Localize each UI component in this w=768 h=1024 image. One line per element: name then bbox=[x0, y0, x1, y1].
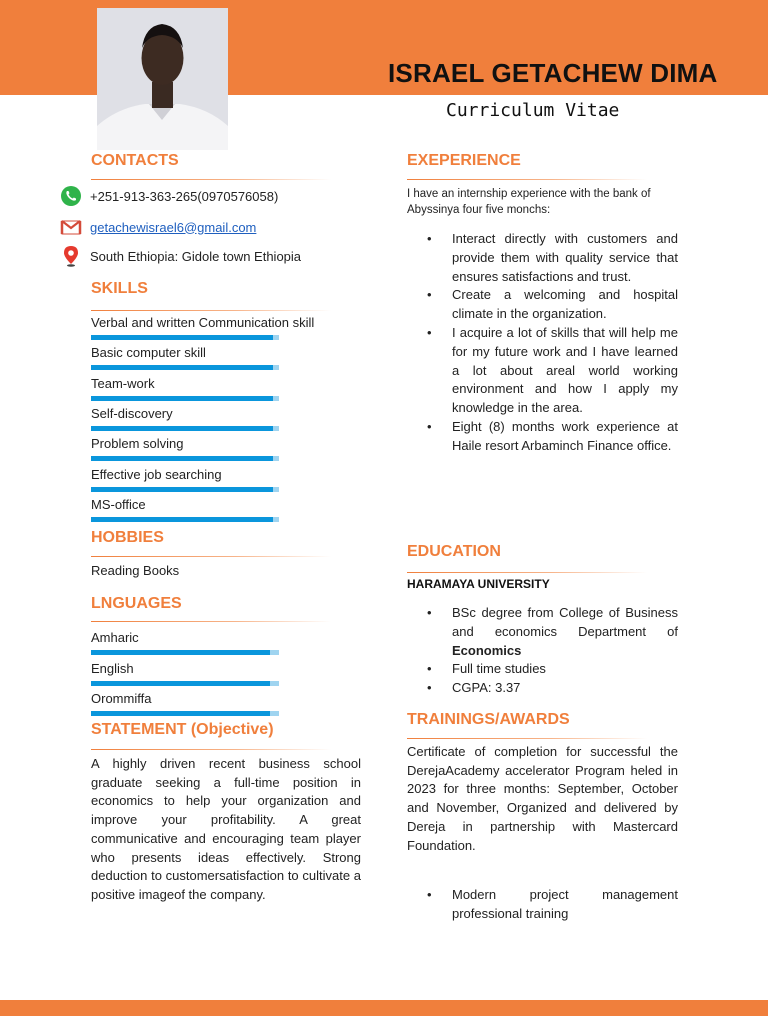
list-item: • Eight (8) months work experience at Haile resort Arbaminch Finance office. bbox=[407, 418, 678, 456]
skill-level-bar bbox=[91, 650, 279, 655]
experience-rule bbox=[407, 179, 647, 180]
education-list bbox=[407, 604, 678, 698]
trainings-rule bbox=[407, 738, 647, 739]
location-pin-icon bbox=[60, 245, 82, 267]
mail-icon bbox=[60, 216, 82, 238]
contacts-heading: CONTACTS bbox=[91, 152, 179, 169]
skill-level-bar bbox=[91, 487, 279, 492]
skill-level-fill bbox=[91, 396, 273, 401]
degree-major: Economics bbox=[452, 642, 522, 658]
document-subtitle: Curriculum Vitae bbox=[446, 100, 620, 121]
experience-list bbox=[407, 230, 678, 456]
languages-rule bbox=[91, 621, 331, 622]
education-rule bbox=[407, 572, 647, 573]
statement-heading: STATEMENT (Objective) bbox=[91, 721, 274, 738]
degree-text: BSc degree from College of Business and economics Department of bbox=[452, 605, 678, 639]
contact-phone bbox=[60, 185, 278, 207]
skill-level-fill bbox=[91, 426, 273, 431]
email-link[interactable]: getachewisrael6@gmail.com bbox=[90, 219, 257, 235]
experience-heading: EXEPERIENCE bbox=[407, 152, 521, 169]
university-name: HARAMAYA UNIVERSITY bbox=[407, 577, 550, 591]
skill-label: English bbox=[91, 660, 134, 676]
skill-label: MS-office bbox=[91, 496, 146, 512]
skills-heading: SKILLS bbox=[91, 280, 148, 297]
skill-level-bar bbox=[91, 456, 279, 461]
skill-level-bar bbox=[91, 335, 279, 340]
skill-level-fill bbox=[91, 365, 273, 370]
skill-label: Amharic bbox=[91, 630, 139, 645]
trainings-heading: TRAININGS/AWARDS bbox=[407, 711, 570, 728]
education-heading: EDUCATION bbox=[407, 543, 501, 560]
skill-level-bar bbox=[91, 711, 279, 716]
trainings-list bbox=[407, 886, 678, 924]
skill-level-fill bbox=[91, 517, 273, 522]
hobbies-heading: HOBBIES bbox=[91, 529, 164, 546]
skill-level-bar bbox=[91, 426, 279, 431]
skill-level-fill bbox=[91, 711, 270, 716]
location-text: South Ethiopia: Gidole town Ethiopia bbox=[90, 248, 302, 264]
list-item: • I acquire a lot of skills that will help me for my future work and I have learned a lot about areal world working environment and how I apply my knowledge in the area. bbox=[407, 324, 678, 418]
skill-level-fill bbox=[91, 335, 273, 340]
list-item: • CGPA: 3.37 bbox=[407, 679, 678, 698]
skill-level-bar bbox=[91, 517, 279, 522]
list-item: • Create a welcoming and hospital climate in the organization. bbox=[407, 286, 678, 324]
skill-level-bar bbox=[91, 365, 279, 370]
skill-level-fill bbox=[91, 487, 273, 492]
hobby-item: Reading Books bbox=[91, 563, 180, 578]
skill-label: Team-work bbox=[91, 375, 155, 391]
skill-label: Basic computer skill bbox=[91, 345, 206, 361]
list-item bbox=[407, 604, 678, 660]
footer-margin bbox=[0, 1016, 768, 1024]
candidate-name: ISRAEL GETACHEW DIMA bbox=[388, 58, 718, 88]
contact-email bbox=[60, 216, 256, 238]
footer-band bbox=[0, 1000, 768, 1016]
contact-location bbox=[60, 245, 301, 267]
contacts-rule bbox=[91, 179, 331, 180]
list-item: • Modern project management professional training bbox=[407, 886, 678, 924]
skill-label: Verbal and written Communication skill bbox=[91, 315, 315, 330]
list-item: • Full time studies bbox=[407, 660, 678, 679]
phone-icon bbox=[60, 185, 82, 207]
skills-rule bbox=[91, 310, 331, 311]
languages-heading: LNGUAGES bbox=[91, 595, 182, 612]
hobbies-rule bbox=[91, 556, 331, 557]
statement-text: A highly driven recent business school graduate seeking a full-time position in economics to help your organization and improve your profitability. A great communicative and encouraging team player who presents ideas effectively. Strong deduction to customersatisfaction to cultivate a positive imageof the company. bbox=[91, 756, 361, 902]
experience-intro: I have an internship experience with the bank of Abyssinya four five monchs: bbox=[407, 188, 651, 216]
skill-level-fill bbox=[91, 456, 273, 461]
skill-label: Orommiffa bbox=[91, 691, 152, 706]
skill-level-bar bbox=[91, 681, 279, 686]
skill-level-bar bbox=[91, 396, 279, 401]
skill-level-fill bbox=[91, 681, 270, 686]
skill-level-fill bbox=[91, 650, 270, 655]
statement-rule bbox=[91, 749, 331, 750]
skill-label: Problem solving bbox=[91, 436, 184, 452]
skill-label: Effective job searching bbox=[91, 466, 222, 482]
skill-label: Self-discovery bbox=[91, 405, 173, 421]
list-item: • Interact directly with customers and provide them with quality service that ensures satisfactions and trust. bbox=[407, 230, 678, 286]
phone-text: +251-913-363-265(0970576058) bbox=[90, 188, 279, 204]
trainings-text: Certificate of completion for successful the DerejaAcademy accelerator Program heled in 2023 for three months: September, October and November, Organized and delivered by Dereja in partnership with Mastercard Foundation. bbox=[407, 744, 678, 853]
profile-photo bbox=[97, 8, 228, 150]
